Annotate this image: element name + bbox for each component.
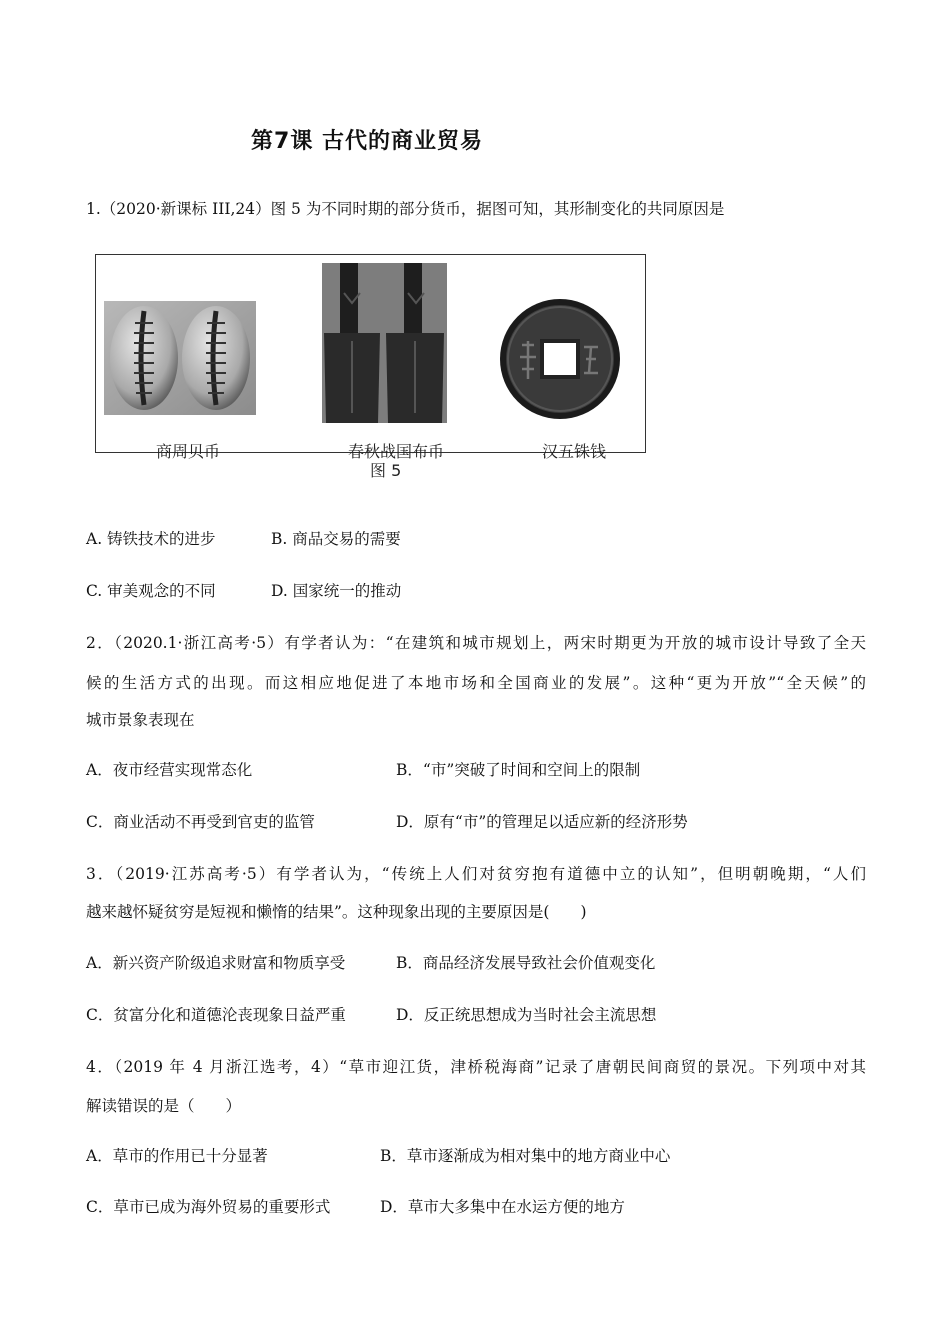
figure-caption-wuzhu: 汉五铢钱 (542, 442, 607, 461)
q4-option-b[interactable]: B．草市逐渐成为相对集中的地方商业中心 (380, 1147, 671, 1165)
q1-stem: 1.（2020·新课标 III,24）图 5 为不同时期的部分货币，据图可知，其形制变化的共同原因是 (86, 200, 725, 218)
q3-option-c[interactable]: C．贫富分化和道德沦丧现象日益严重 (86, 1006, 346, 1024)
q2-option-c[interactable]: C．商业活动不再受到官吏的监管 (86, 813, 315, 831)
q1-option-c[interactable]: C. 审美观念的不同 (86, 582, 216, 600)
q1-option-a[interactable]: A. 铸铁技术的进步 (86, 530, 216, 548)
q3-option-a[interactable]: A．新兴资产阶级追求财富和物质享受 (86, 954, 346, 972)
q2-stem-line-1: 2．（2020.1·浙江高考·5）有学者认为：“在建筑和城市规划上，两宋时期更为开放的城市设计导致了全天 (86, 634, 866, 652)
q1-option-d[interactable]: D. 国家统一的推动 (271, 582, 402, 600)
figure-label: 图 5 (370, 461, 402, 480)
q3-option-d[interactable]: D．反正统思想成为当时社会主流思想 (396, 1006, 657, 1024)
wuzhu-coin-image (498, 297, 622, 421)
q4-option-d[interactable]: D．草市大多集中在水运方便的地方 (380, 1198, 625, 1216)
shell-coin-image (104, 301, 256, 415)
q1-option-b[interactable]: B. 商品交易的需要 (271, 530, 401, 548)
q3-stem-line-1: 3．（2019·江苏高考·5）有学者认为，“传统上人们对贫穷抱有道德中立的认知”，但明朝晚期，“人们 (86, 865, 866, 883)
q2-stem-line-3: 城市景象表现在 (86, 711, 195, 729)
page-title: 第7课 古代的商业贸易 (251, 129, 483, 154)
figure-caption-shell: 商周贝币 (156, 442, 221, 461)
q2-option-d[interactable]: D．原有“市”的管理足以适应新的经济形势 (396, 813, 688, 831)
q4-option-a[interactable]: A．草市的作用已十分显著 (86, 1147, 268, 1165)
q4-stem-line-1: 4．（2019 年 4 月浙江选考，4）“草市迎江货，津桥税海商”记录了唐朝民间商贸的景况。下列项中对其 (86, 1058, 866, 1076)
q3-option-b[interactable]: B．商品经济发展导致社会价值观变化 (396, 954, 656, 972)
q4-stem-line-2: 解读错误的是（ ） (86, 1097, 242, 1115)
q2-option-b[interactable]: B．“市”突破了时间和空间上的限制 (396, 761, 641, 779)
q2-stem-line-2: 候的生活方式的出现。而这相应地促进了本地市场和全国商业的发展”。这种“更为开放”“全天候”的 (86, 674, 866, 692)
q2-option-a[interactable]: A．夜市经营实现常态化 (86, 761, 253, 779)
q3-stem-line-2: 越来越怀疑贫穷是短视和懒惰的结果”。这种现象出现的主要原因是( ) (86, 903, 587, 921)
spade-coin-image (322, 263, 447, 423)
figure-caption-spade: 春秋战国布币 (348, 442, 445, 461)
currency-figure (95, 254, 646, 461)
q4-option-c[interactable]: C．草市已成为海外贸易的重要形式 (86, 1198, 331, 1216)
